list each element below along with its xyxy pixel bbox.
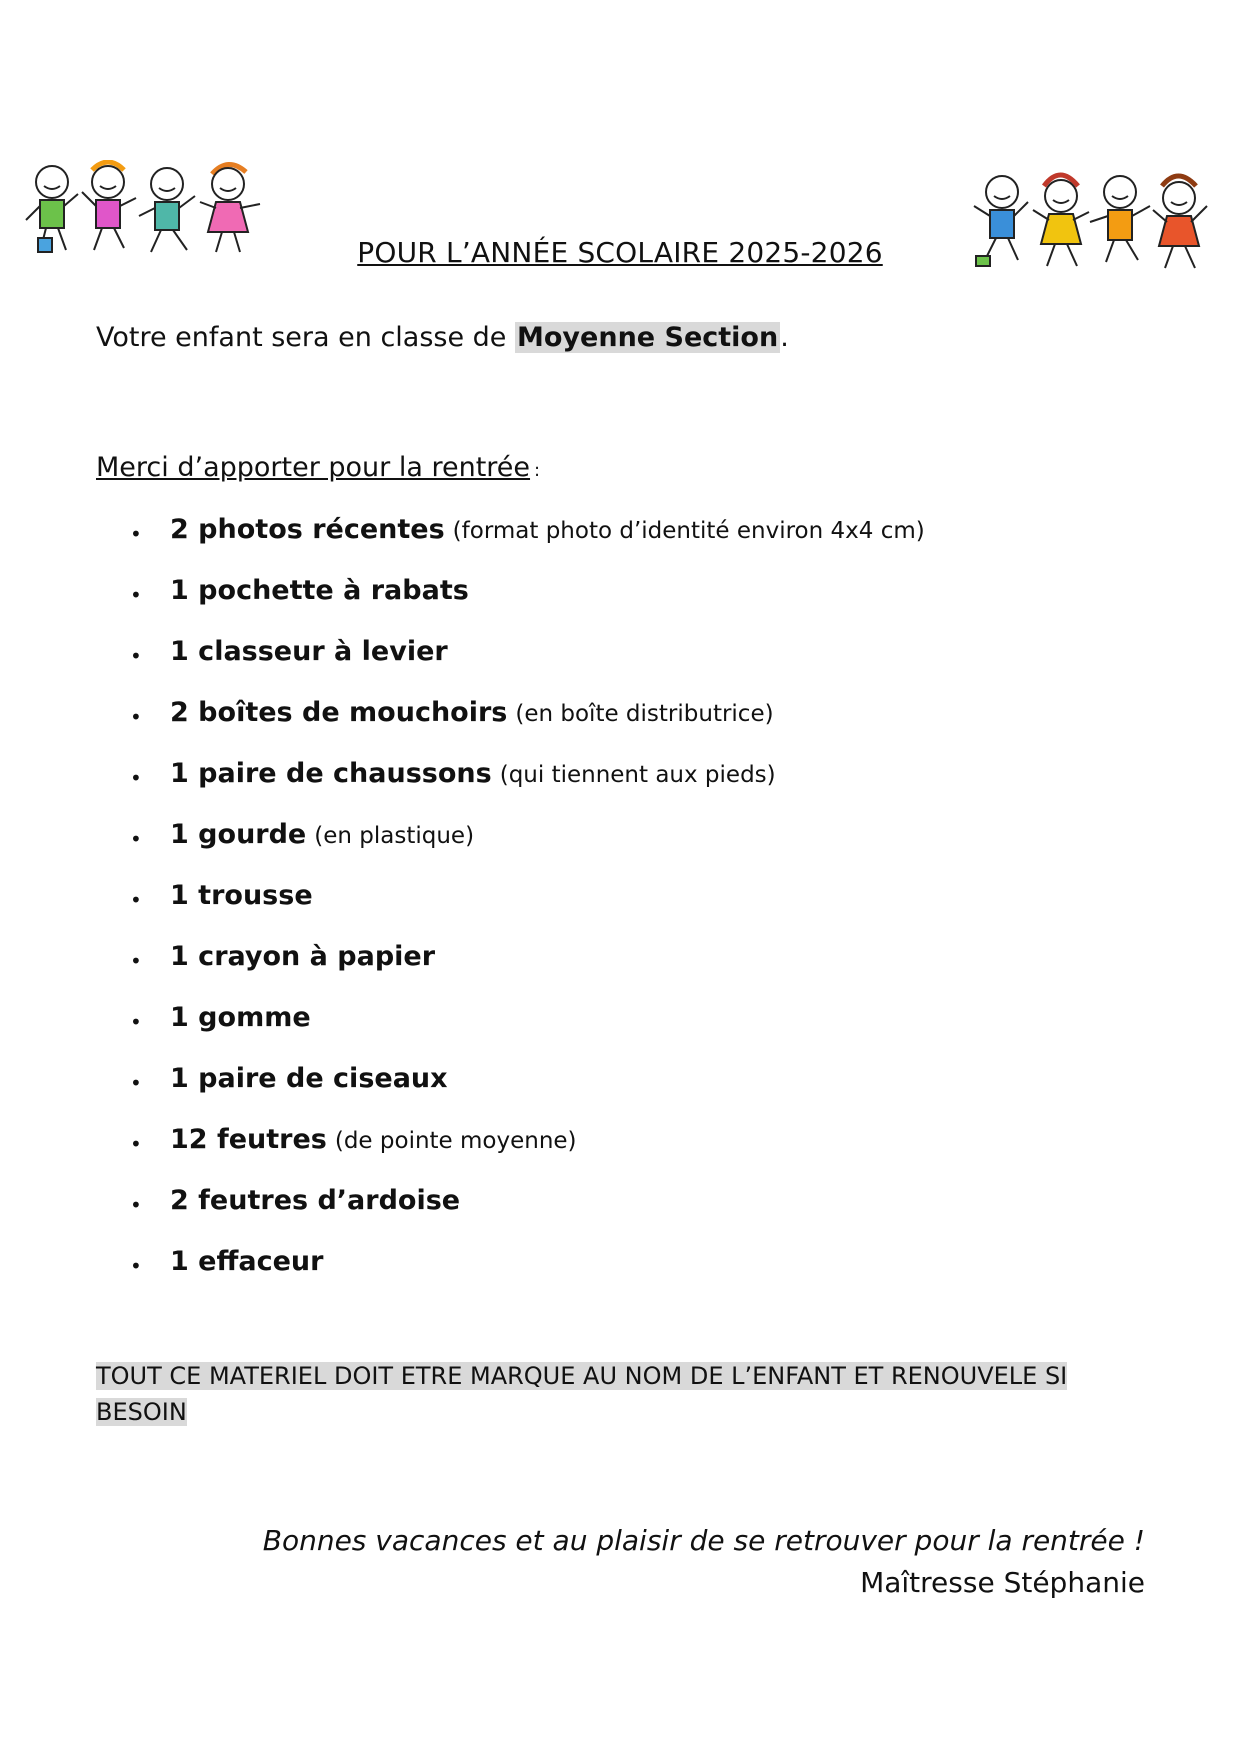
list-item (96, 758, 1136, 819)
list-item (96, 514, 1136, 575)
page-title: POUR L’ANNÉE SCOLAIRE 2025-2026 (357, 236, 883, 269)
item-note: (en plastique) (314, 823, 475, 849)
list-item (96, 1246, 1136, 1307)
bullet-icon: • (130, 888, 142, 912)
supplies-intro-colon: : (534, 460, 541, 481)
item-name: 1 gomme (170, 1002, 311, 1033)
bullet-icon: • (130, 644, 142, 668)
item-name: 1 paire de ciseaux (170, 1063, 448, 1094)
item-note: (de pointe moyenne) (334, 1128, 577, 1154)
supplies-list (96, 514, 1136, 1307)
class-info (96, 322, 789, 353)
list-item (96, 1063, 1136, 1124)
list-item (96, 941, 1136, 1002)
bullet-icon: • (130, 522, 142, 546)
bullet-icon: • (130, 949, 142, 973)
bullet-icon: • (130, 1010, 142, 1034)
item-name: 1 pochette à rabats (170, 575, 469, 606)
supplies-intro (96, 452, 540, 483)
list-item (96, 575, 1136, 636)
bullet-icon: • (130, 1071, 142, 1095)
item-name: 12 feutres (170, 1124, 327, 1155)
signature: Maîtresse Stéphanie (860, 1566, 1145, 1599)
list-item (96, 1185, 1136, 1246)
item-name: 1 effaceur (170, 1246, 324, 1277)
bullet-icon: • (130, 1132, 142, 1156)
item-name: 2 photos récentes (170, 514, 445, 545)
children-illustration-left (22, 160, 292, 280)
bullet-icon: • (130, 705, 142, 729)
bullet-icon: • (130, 766, 142, 790)
item-name: 1 paire de chaussons (170, 758, 492, 789)
supplies-intro-text: Merci d’apporter pour la rentrée (96, 452, 531, 483)
closing-wish: Bonnes vacances et au plaisir de se retrouver pour la rentrée ! (262, 1524, 1145, 1557)
item-name: 1 classeur à levier (170, 636, 448, 667)
item-note: (format photo d’identité environ 4x4 cm) (452, 518, 925, 544)
bullet-icon: • (130, 827, 142, 851)
list-item (96, 819, 1136, 880)
bullet-icon: • (130, 583, 142, 607)
bullet-icon: • (130, 1193, 142, 1217)
list-item (96, 1124, 1136, 1185)
item-name: 2 feutres d’ardoise (170, 1185, 461, 1216)
item-name: 1 gourde (170, 819, 307, 850)
list-item (96, 697, 1136, 758)
list-item (96, 636, 1136, 697)
item-name: 2 boîtes de mouchoirs (170, 697, 508, 728)
class-info-prefix: Votre enfant sera en classe de (96, 322, 516, 353)
class-info-suffix: . (780, 322, 789, 353)
closing-block (263, 1520, 1145, 1604)
item-note: (qui tiennent aux pieds) (499, 762, 776, 788)
item-name: 1 trousse (170, 880, 313, 911)
marking-notice (96, 1358, 1146, 1430)
list-item (96, 1002, 1136, 1063)
bullet-icon: • (130, 1254, 142, 1278)
class-level: Moyenne Section (517, 322, 779, 353)
children-illustration-right (970, 168, 1220, 298)
marking-notice-text: TOUT CE MATERIEL DOIT ETRE MARQUE AU NOM DE L’ENFANT ET RENOUVELE SI BESOIN (96, 1362, 1068, 1426)
list-item (96, 880, 1136, 941)
item-note: (en boîte distributrice) (515, 701, 774, 727)
item-name: 1 crayon à papier (170, 941, 436, 972)
